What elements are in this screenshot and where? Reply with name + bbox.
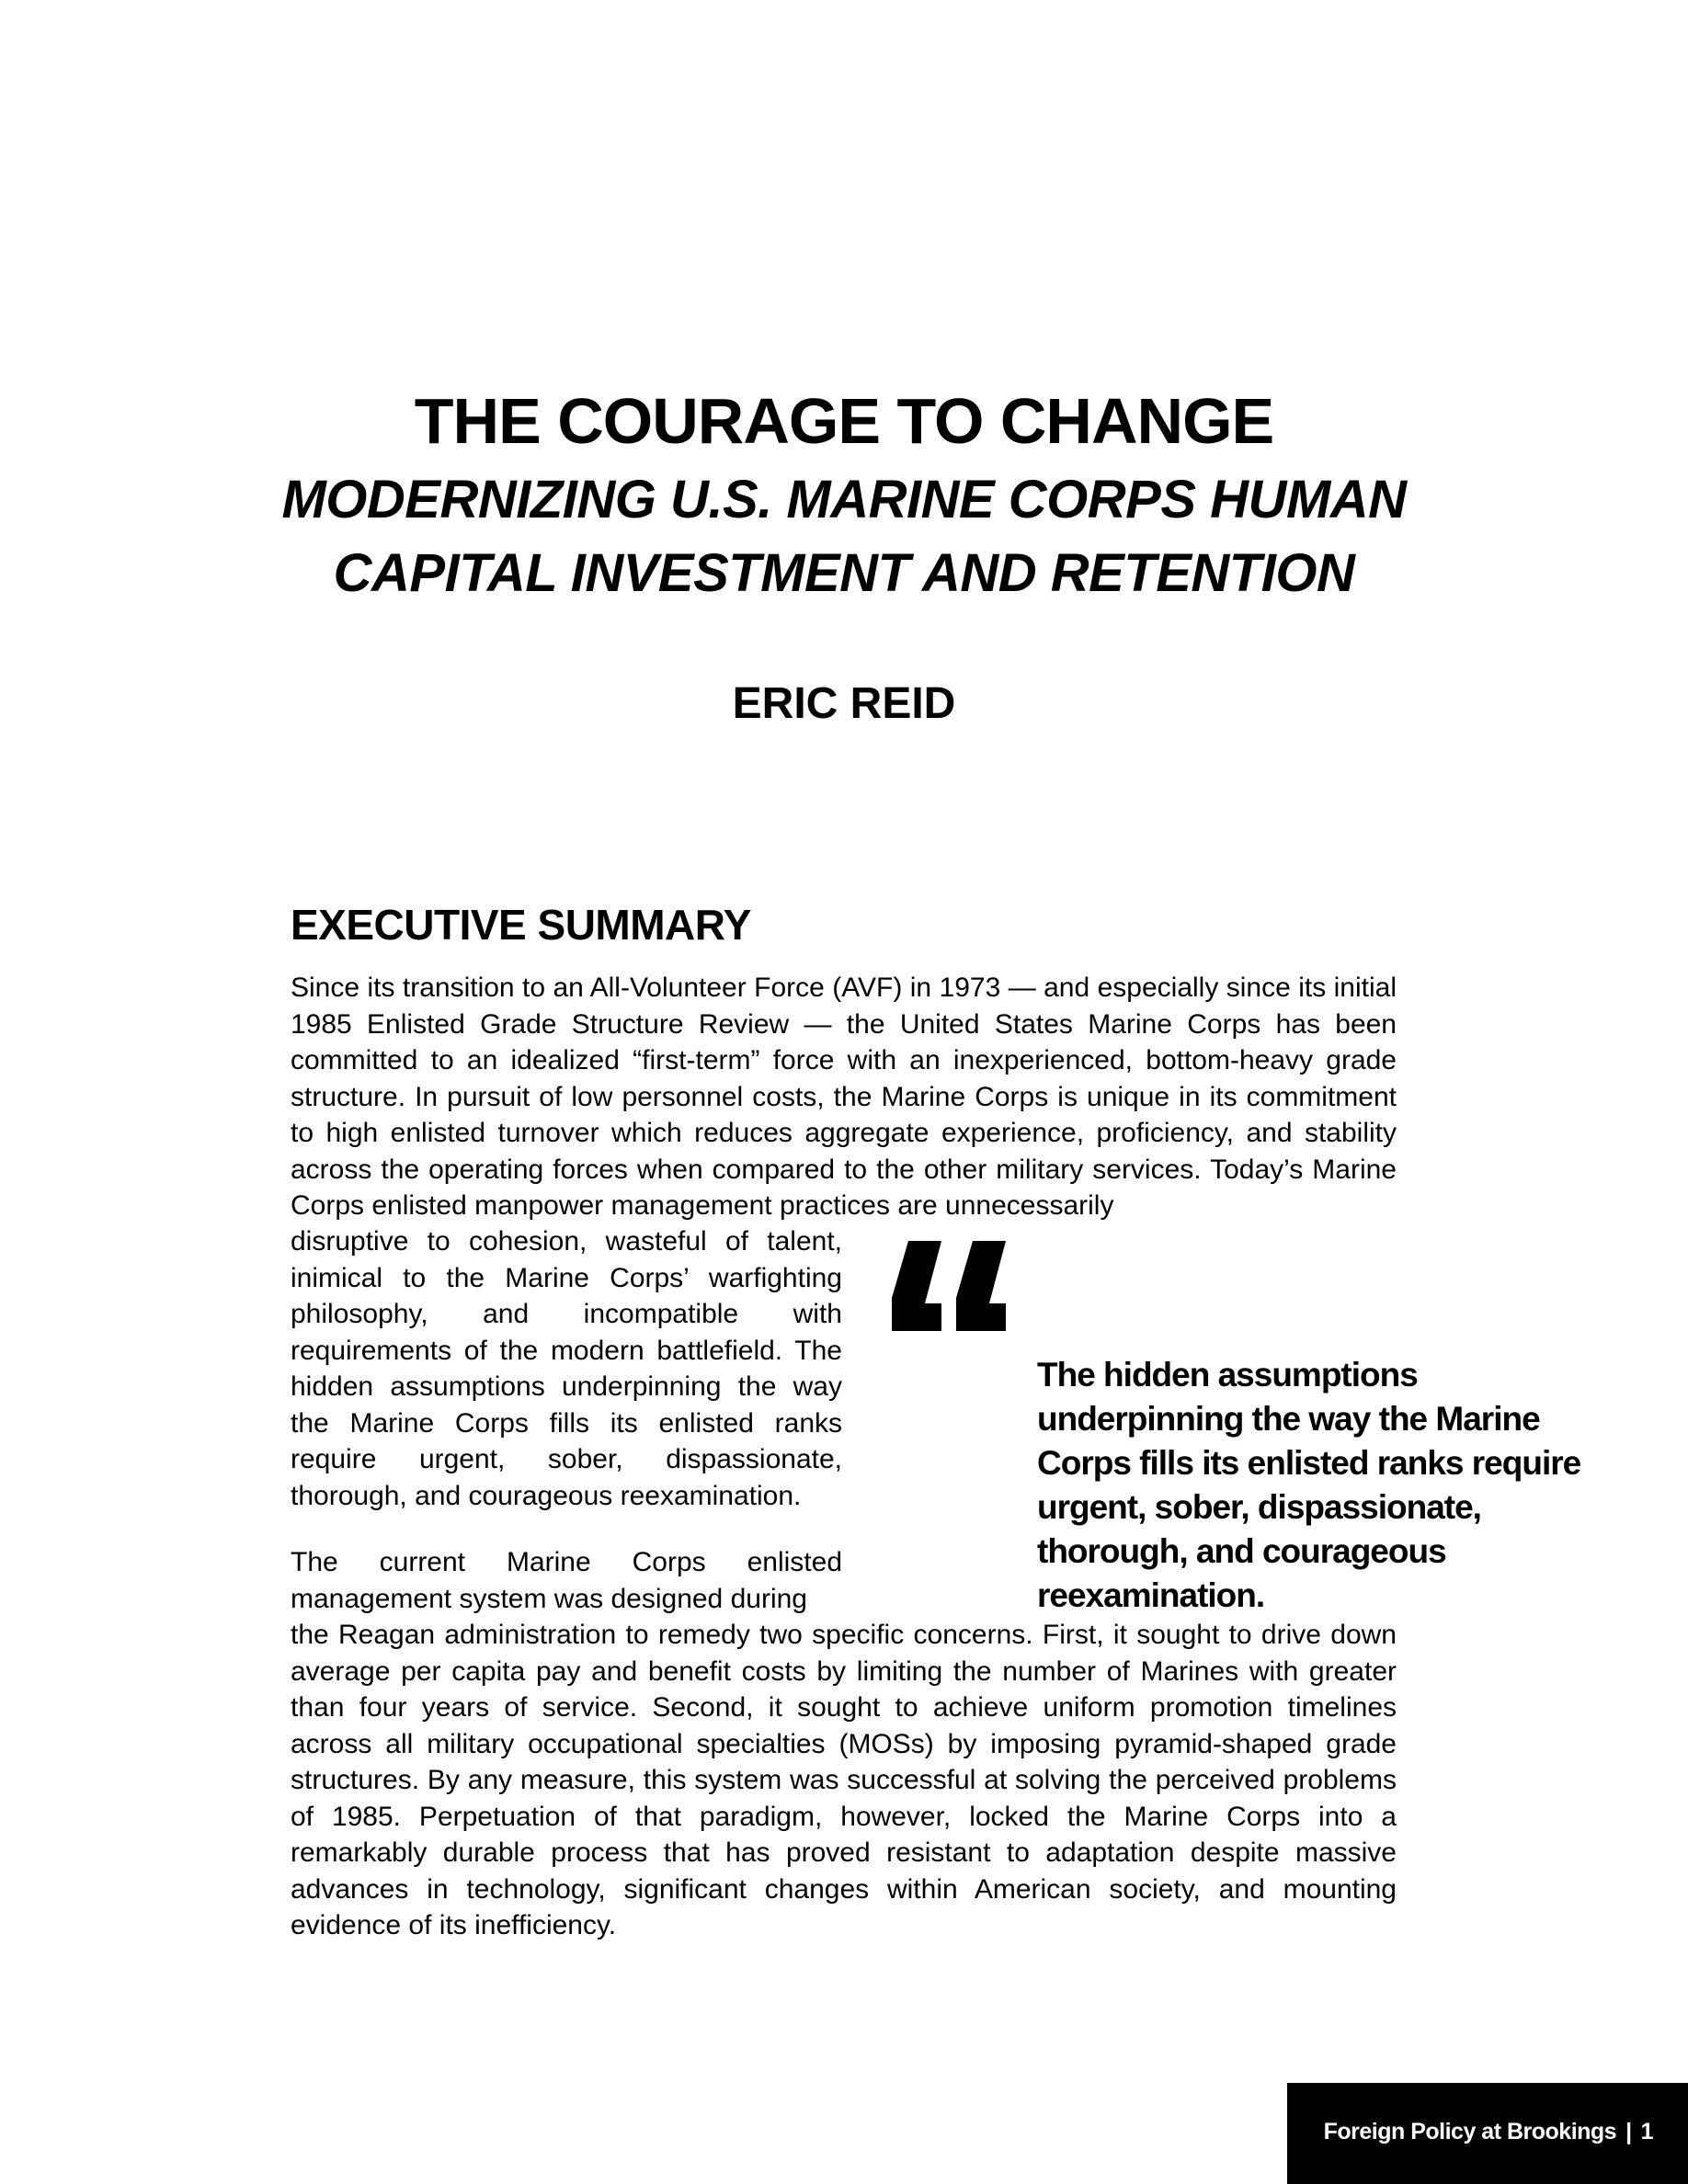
body-paragraph-1-wrapped: disruptive to cohesion, wasteful of talent, inimical to the Marine Corps’ warfighting philosophy, and incompatible with requirements of the modern battlefield. The hidden assumptions underpinning the way the Marine Corps fills its enlisted ranks require urgent, sober, dispassionate, thorough, and courageous reexamination. (291, 1226, 842, 1511)
footer-publisher: Foreign Policy at Brookings (1323, 2119, 1617, 2144)
section-heading: EXECUTIVE SUMMARY (291, 901, 751, 949)
author-name: ERIC REID (732, 679, 956, 728)
subtitle-line-2: CAPITAL INVESTMENT AND RETENTION (333, 543, 1355, 603)
pull-quote: The hidden assumptions underpinning the way the Marine Corps fills its enlisted ranks require urgent, sober, dispassionate, thorough, and courageous reexamination. (1037, 1356, 1581, 1614)
body-paragraph-2-full-width: the Reagan administration to remedy two specific concerns. First, it sought to drive down average per capita pay and benefit costs by limiting the number of Marines with greater than four years of service. Second, it sought to achieve uniform promotion timelines across all military occupational specialties (MOSs) by imposing pyramid-shaped grade structures. By any measure, this system was successful at solving the perceived problems of 1985. Perpetuation of that paradigm, however, locked the Marine Corps into a remarkably durable process that has proved resistant to adaptation despite massive advances in technology, significant changes within American society, and mounting evidence of its inefficiency. (291, 1620, 1397, 1940)
footer-separator: | (1625, 2119, 1632, 2144)
quote-mark-icon (888, 1232, 1008, 1379)
footer-text (1324, 2116, 1653, 2147)
page-number: 1 (1640, 2119, 1653, 2144)
document-subtitle (0, 463, 1688, 610)
body-paragraph-2-wrapped: The current Marine Corps enlisted management system was designed during (291, 1547, 842, 1614)
title-block (0, 384, 1688, 610)
document-title: THE COURAGE TO CHANGE (414, 385, 1274, 457)
subtitle-line-1: MODERNIZING U.S. MARINE CORPS HUMAN (281, 470, 1407, 529)
footer-bar (1287, 2083, 1688, 2184)
body-paragraph-1-full-width: Since its transition to an All-Volunteer Force (AVF) in 1973 — and especially since its initial 1985 Enlisted Grade Structure Review — the United States Marine Corps has been committed to an idealized “first-term” force with an inexperienced, bottom-heavy grade structure. In pursuit of low personnel costs, the Marine Corps is unique in its commitment to high enlisted turnover which reduces aggregate experience, proficiency, and stability across the operating forces when compared to the other military services. Today’s Marine Corps enlisted manpower management practices are unnecessarily (291, 973, 1397, 1221)
